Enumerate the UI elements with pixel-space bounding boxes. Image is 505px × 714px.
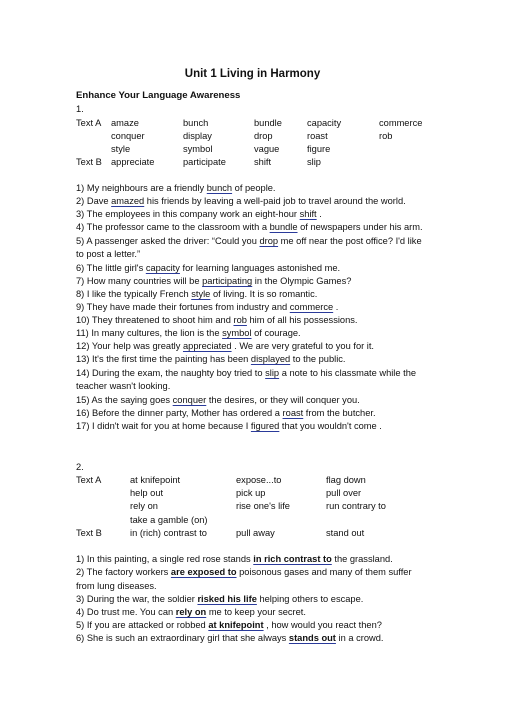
word-cell: display xyxy=(183,131,212,141)
answer-blank: shift xyxy=(299,209,317,219)
answer-blank: symbol xyxy=(222,328,252,338)
word-cell: amaze xyxy=(111,118,139,128)
phrase-cell: stand out xyxy=(326,528,365,538)
section-heading: Enhance Your Language Awareness xyxy=(76,90,241,101)
word-cell: drop xyxy=(254,131,273,141)
sentence: 8) I like the typically French style of living. It is so romantic. xyxy=(76,289,318,299)
word-cell: style xyxy=(111,144,131,154)
sentence: 11) In many cultures, the lion is the symbol of courage. xyxy=(76,328,301,338)
answer-blank: are exposed to xyxy=(170,567,237,577)
answer-blank: slip xyxy=(265,368,280,378)
part2-number: 2. xyxy=(76,462,84,472)
word-cell: bundle xyxy=(254,118,282,128)
word-cell: rob xyxy=(379,131,393,141)
part1-texta-label: Text A xyxy=(76,118,102,128)
part2-texta-label: Text A xyxy=(76,475,102,485)
sentence: 10) They threatened to shoot him and rob him of all his possessions. xyxy=(76,315,358,325)
phrase-cell: expose...to xyxy=(236,475,282,485)
word-cell: appreciate xyxy=(111,157,155,167)
answer-blank: in rich contrast to xyxy=(253,554,332,564)
sentence: 14) During the exam, the naughty boy tried to slip a note to his classmate while the xyxy=(76,368,417,378)
sentence: 1) My neighbours are a friendly bunch of people. xyxy=(76,183,276,193)
word-cell: vague xyxy=(254,144,280,154)
answer-blank: conquer xyxy=(172,395,207,405)
part1-textb-label: Text B xyxy=(76,157,102,167)
word-cell: shift xyxy=(254,157,272,167)
sentence: 2) The factory workers are exposed to poisonous gases and many of them suffer xyxy=(76,567,412,577)
sentence: 3) During the war, the soldier risked his life helping others to escape. xyxy=(76,594,364,604)
sentence: 6) The little girl's capacity for learning languages astonished me. xyxy=(76,263,341,273)
answer-blank: appreciated xyxy=(182,341,232,351)
answer-blank: at knifepoint xyxy=(208,620,264,630)
answer-blank: rely on xyxy=(175,607,207,617)
sentence: 15) As the saying goes conquer the desires, or they will conquer you. xyxy=(76,395,360,405)
answer-blank: drop xyxy=(259,236,279,246)
word-cell: slip xyxy=(307,157,321,167)
answer-blank: capacity xyxy=(145,263,180,273)
phrase-cell: take a gamble (on) xyxy=(130,515,208,525)
sentence: 5) If you are attacked or robbed at knifepoint , how would you react then? xyxy=(76,620,382,630)
answer-blank: stands out xyxy=(288,633,336,643)
sentence: 1) In this painting, a single red rose stands in rich contrast to the grassland. xyxy=(76,554,393,564)
word-cell: commerce xyxy=(379,118,423,128)
answer-blank: roast xyxy=(282,408,304,418)
word-cell: capacity xyxy=(307,118,342,128)
sentence: to post a letter.” xyxy=(76,249,141,259)
phrase-cell: help out xyxy=(130,488,164,498)
phrase-cell: rely on xyxy=(130,501,158,511)
answer-blank: style xyxy=(191,289,211,299)
sentence: teacher wasn't looking. xyxy=(76,381,171,391)
phrase-cell: pick up xyxy=(236,488,266,498)
word-cell: participate xyxy=(183,157,226,167)
sentence: 7) How many countries will be participating in the Olympic Games? xyxy=(76,276,352,286)
answer-blank: rob xyxy=(233,315,247,325)
answer-blank: amazed xyxy=(111,196,145,206)
sentence: 5) A passenger asked the driver: “Could you drop me off near the post office? I'd like xyxy=(76,236,422,246)
part2-textb-label: Text B xyxy=(76,528,102,538)
sentence: 12) Your help was greatly appreciated . We are very grateful to you for it. xyxy=(76,341,375,351)
sentence: 6) She is such an extraordinary girl that she always stands out in a crowd. xyxy=(76,633,384,643)
phrase-cell: pull over xyxy=(326,488,362,498)
sentence: from lung diseases. xyxy=(76,581,157,591)
phrase-cell: rise one's life xyxy=(236,501,290,511)
sentence: 3) The employees in this company work an eight-hour shift . xyxy=(76,209,322,219)
word-cell: symbol xyxy=(183,144,213,154)
answer-blank: bunch xyxy=(206,183,233,193)
phrase-cell: run contrary to xyxy=(326,501,386,511)
sentence: 9) They have made their fortunes from industry and commerce . xyxy=(76,302,339,312)
word-cell: roast xyxy=(307,131,328,141)
answer-blank: displayed xyxy=(250,354,291,364)
sentence: 4) The professor came to the classroom with a bundle of newspapers under his arm. xyxy=(76,222,423,232)
phrase-cell: pull away xyxy=(236,528,275,538)
sentence: 4) Do trust me. You can rely on me to keep your secret. xyxy=(76,607,306,617)
page-title: Unit 1 Living in Harmony xyxy=(184,68,321,80)
sentence: 13) It's the first time the painting has been displayed to the public. xyxy=(76,354,346,364)
answer-blank: bundle xyxy=(269,222,298,232)
word-cell: bunch xyxy=(183,118,209,128)
phrase-cell: flag down xyxy=(326,475,366,485)
word-cell: figure xyxy=(307,144,331,154)
sentence: 17) I didn't wait for you at home because I figured that you wouldn't come . xyxy=(76,421,382,431)
sentence: 2) Dave amazed his friends by leaving a well-paid job to travel around the world. xyxy=(76,196,406,206)
part1-number: 1. xyxy=(76,104,84,114)
answer-blank: risked his life xyxy=(197,594,257,604)
sentence: 16) Before the dinner party, Mother has ordered a roast from the butcher. xyxy=(76,408,376,418)
answer-blank: figured xyxy=(250,421,280,431)
phrase-cell: at knifepoint xyxy=(130,475,181,485)
word-cell: conquer xyxy=(111,131,145,141)
answer-blank: participating xyxy=(202,276,253,286)
phrase-cell: in (rich) contrast to xyxy=(130,528,207,538)
answer-blank: commerce xyxy=(289,302,334,312)
